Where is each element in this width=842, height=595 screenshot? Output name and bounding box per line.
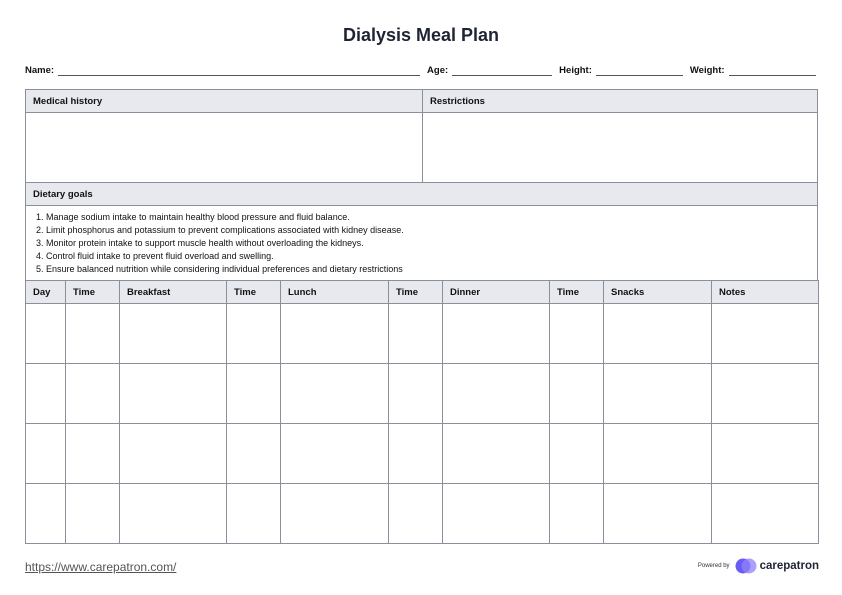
meal-cell-time[interactable] (550, 364, 604, 424)
meal-cell-breakfast[interactable] (120, 424, 227, 484)
meal-cell-time[interactable] (550, 484, 604, 544)
medical-history-field[interactable] (26, 113, 422, 183)
header-snacks: Snacks (604, 281, 712, 304)
meal-cell-notes[interactable] (712, 304, 819, 364)
carepatron-logo-icon (735, 558, 757, 574)
medical-history-header: Medical history (26, 90, 422, 113)
meal-table-body (26, 304, 819, 544)
meal-cell-time[interactable] (227, 364, 281, 424)
table-row (26, 304, 819, 364)
meal-cell-time[interactable] (550, 304, 604, 364)
table-row (26, 484, 819, 544)
meal-cell-time[interactable] (66, 484, 120, 544)
header-time: Time (66, 281, 120, 304)
weight-field[interactable] (729, 65, 816, 76)
restrictions-box (423, 90, 817, 183)
name-field[interactable] (58, 65, 420, 76)
meal-cell-time[interactable] (66, 364, 120, 424)
meal-cell-lunch[interactable] (281, 424, 389, 484)
carepatron-link[interactable]: https://www.carepatron.com/ (25, 560, 177, 574)
meal-cell-time[interactable] (389, 484, 443, 544)
goal-item: 3. Monitor protein intake to support muscle health without overloading the kidneys. (36, 238, 364, 248)
goal-item: 1. Manage sodium intake to maintain healthy blood pressure and fluid balance. (36, 212, 350, 222)
meal-cell-notes[interactable] (712, 364, 819, 424)
dietary-goals-header: Dietary goals (26, 183, 817, 206)
meal-cell-time[interactable] (66, 424, 120, 484)
meal-cell-notes[interactable] (712, 424, 819, 484)
meal-cell-time[interactable] (389, 424, 443, 484)
meal-cell-notes[interactable] (712, 484, 819, 544)
dietary-goals-section (25, 182, 818, 281)
header-day: Day (26, 281, 66, 304)
goal-item: 4. Control fluid intake to prevent fluid overload and swelling. (36, 251, 274, 261)
goal-item: 2. Limit phosphorus and potassium to prevent complications associated with kidney disease. (36, 225, 404, 235)
meal-cell-snacks[interactable] (604, 304, 712, 364)
meal-cell-breakfast[interactable] (120, 364, 227, 424)
meal-cell-snacks[interactable] (604, 424, 712, 484)
meal-cell-lunch[interactable] (281, 304, 389, 364)
header-breakfast: Breakfast (120, 281, 227, 304)
history-restrictions-section (25, 89, 818, 183)
header-time: Time (389, 281, 443, 304)
header-notes: Notes (712, 281, 819, 304)
meal-cell-breakfast[interactable] (120, 304, 227, 364)
meal-cell-day[interactable] (26, 424, 66, 484)
meal-cell-breakfast[interactable] (120, 484, 227, 544)
meal-cell-time[interactable] (227, 304, 281, 364)
name-label: Name: (25, 65, 55, 76)
height-field[interactable] (596, 65, 683, 76)
header-time: Time (550, 281, 604, 304)
header-dinner: Dinner (443, 281, 550, 304)
age-field[interactable] (452, 65, 552, 76)
restrictions-field[interactable] (423, 113, 817, 183)
meal-cell-dinner[interactable] (443, 484, 550, 544)
meal-plan-table (25, 280, 819, 544)
meal-cell-snacks[interactable] (604, 484, 712, 544)
goal-item: 5. Ensure balanced nutrition while considering individual preferences and dietary restrictions (36, 264, 403, 274)
patient-info-row (25, 62, 818, 76)
meal-cell-lunch[interactable] (281, 484, 389, 544)
meal-cell-snacks[interactable] (604, 364, 712, 424)
header-lunch: Lunch (281, 281, 389, 304)
brand-name: carepatron (759, 560, 819, 572)
powered-by-badge (698, 558, 819, 574)
header-time: Time (227, 281, 281, 304)
table-header-row (26, 281, 819, 304)
weight-label: Weight: (689, 65, 725, 76)
meal-cell-time[interactable] (227, 424, 281, 484)
meal-cell-dinner[interactable] (443, 424, 550, 484)
meal-cell-day[interactable] (26, 364, 66, 424)
meal-cell-dinner[interactable] (443, 364, 550, 424)
meal-cell-time[interactable] (389, 304, 443, 364)
meal-cell-time[interactable] (550, 424, 604, 484)
meal-cell-time[interactable] (389, 364, 443, 424)
medical-history-box (26, 90, 423, 183)
meal-cell-day[interactable] (26, 484, 66, 544)
height-label: Height: (559, 65, 592, 76)
page-title: Dialysis Meal Plan (342, 25, 500, 45)
powered-by-text: Powered by (697, 563, 730, 569)
table-row (26, 364, 819, 424)
meal-cell-day[interactable] (26, 304, 66, 364)
meal-cell-time[interactable] (227, 484, 281, 544)
age-label: Age: (427, 65, 449, 76)
meal-cell-lunch[interactable] (281, 364, 389, 424)
dietary-goals-list (26, 206, 817, 276)
table-row (26, 424, 819, 484)
meal-cell-time[interactable] (66, 304, 120, 364)
restrictions-header: Restrictions (423, 90, 817, 113)
meal-cell-dinner[interactable] (443, 304, 550, 364)
